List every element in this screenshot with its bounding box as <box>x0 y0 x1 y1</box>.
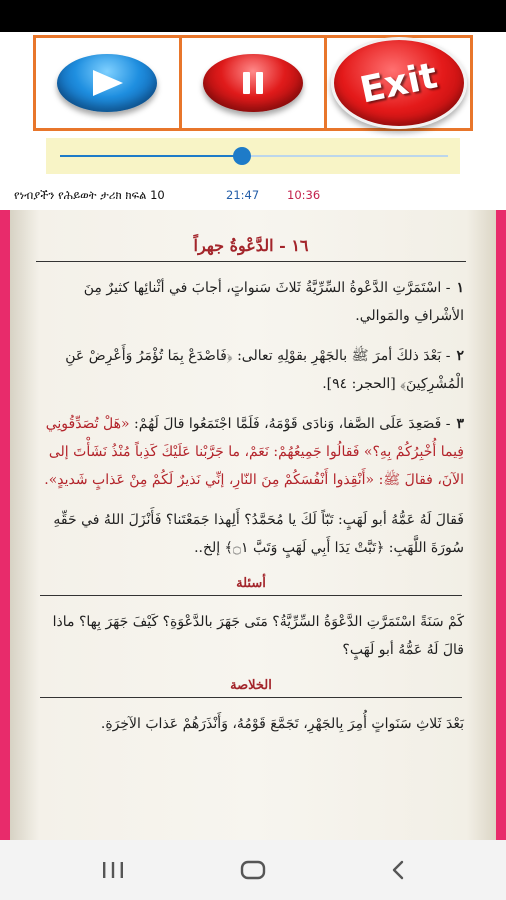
recents-button[interactable] <box>93 856 133 884</box>
home-icon <box>239 859 267 881</box>
seek-progress <box>60 155 242 157</box>
seek-thumb[interactable] <box>233 147 251 165</box>
pause-button[interactable] <box>203 54 303 112</box>
status-bar <box>0 0 506 32</box>
player-controls <box>33 35 473 131</box>
hadith-quote: «هَلْ تُصَدِّقُونِي فِيما أُخْبِرُكُمْ بِهِ؟» فَقالُوا جَمِيعُهُمْ: نَعَمْ، ما جَرَّبْنا عَلَيْكَ كَذِباً مُنْذُ نَشَأْتَ إلى الآنَ، فقالَ ﷺ: «أَنْقِذوا أَنْفُسَكُمْ مِنَ النّارِ، إنِّي نَذيرٌ لَكُمْ مِنْ عَذابٍ شَديدٍ». <box>44 416 464 488</box>
paragraph-number: ٢ <box>456 348 464 364</box>
back-icon <box>388 859 408 881</box>
summary-heading: الخلاصة <box>230 678 272 693</box>
questions-rule <box>40 595 462 596</box>
lesson-heading: ١٦ - الدَّعْوةُ جهراً <box>193 236 309 255</box>
paragraph-2 <box>38 342 464 398</box>
questions-heading: أسئلة <box>236 576 266 591</box>
page-viewer <box>0 210 506 840</box>
seek-bar[interactable] <box>46 138 460 174</box>
paragraph-number: ٣ <box>456 416 464 432</box>
paragraph-3 <box>38 410 464 494</box>
book-page <box>10 210 496 840</box>
summary-rule <box>40 697 462 698</box>
questions-text: كَمْ سَنَةً اسْتَمَرَّتِ الدَّعْوَةُ السِّرِّيَّةُ؟ مَتَى جَهَرَ بالدَّعْوَةِ؟ كَيْفَ جَهَرَ بِها؟ ماذا قالَ لَهُ عَمُّهُ أبو لَهَبٍ؟ <box>52 614 464 658</box>
track-info <box>0 186 506 206</box>
paragraph-text: - بَعْدَ ذلكَ أمرَ ﷺ بالجَهْرِ بقوْلِهِ تعالى: ﴿فَاصْدَعْ بِمَا تُؤْمَرُ وَأَعْرِضْ عَنِ الْمُشْرِكِينَ﴾ [الحجر: ٩٤]. <box>65 348 464 392</box>
home-button[interactable] <box>233 856 273 884</box>
exit-label: Exit <box>356 54 441 112</box>
play-button[interactable] <box>57 54 157 112</box>
paragraph-text: - فَصَعِدَ عَلَى الصَّفا، وَنادَى قَوْمَهُ، فَلَمَّا اجْتَمَعُوا قالَ لَهُمْ: <box>134 416 451 432</box>
navigation-bar <box>0 840 506 900</box>
paragraph-text: فَقالَ لَهُ عَمُّهُ أبو لَهَبٍ: تَبّاً لَكَ يا مُحَمَّدُ؟ أَلِهذا جَمَعْتَنا؟ فَأَنْزَلَ اللهُ في حَقِّهِ سُورَةَ اللَّهَبِ: ﴿تَبَّتْ يَدَا أَبِي لَهَبٍ وَتَبَّ ۝١﴾ إلخ.. <box>53 512 464 556</box>
paragraph-number: ١ <box>456 280 464 296</box>
page-content <box>22 216 480 832</box>
paragraph-text: - اسْتَمَرَّتِ الدَّعْوةُ السِّرِّيَّةُ ثَلاثَ سَنواتٍ، أجابَ في أثْنائِها كثيرٌ مِنَ الأشْرافِ والمَوالي. <box>83 280 464 324</box>
total-time: 10:36 <box>287 188 321 202</box>
summary-text: بَعْدَ ثَلاثِ سَنَواتٍ أُمِرَ بِالجَهْرِ، تَجَمَّعَ قَوْمُهُ، وَأَنْذَرَهُمْ عَذابَ الآخِرَةِ. <box>100 716 464 732</box>
paragraph-4 <box>38 506 464 562</box>
exit-button[interactable] <box>331 37 467 129</box>
heading-rule <box>36 261 466 262</box>
play-cell <box>36 38 179 128</box>
seek-track[interactable] <box>60 155 448 157</box>
elapsed-time: 21:47 <box>226 188 260 202</box>
pause-cell <box>179 38 325 128</box>
back-button[interactable] <box>378 856 418 884</box>
play-icon <box>87 68 127 98</box>
exit-cell <box>324 38 470 128</box>
pause-icon <box>243 72 263 94</box>
track-title: የነብያችን የሕይወት ታሪክ ክፍል 10 <box>14 188 165 202</box>
paragraph-1 <box>38 274 464 330</box>
recents-icon <box>100 860 126 880</box>
